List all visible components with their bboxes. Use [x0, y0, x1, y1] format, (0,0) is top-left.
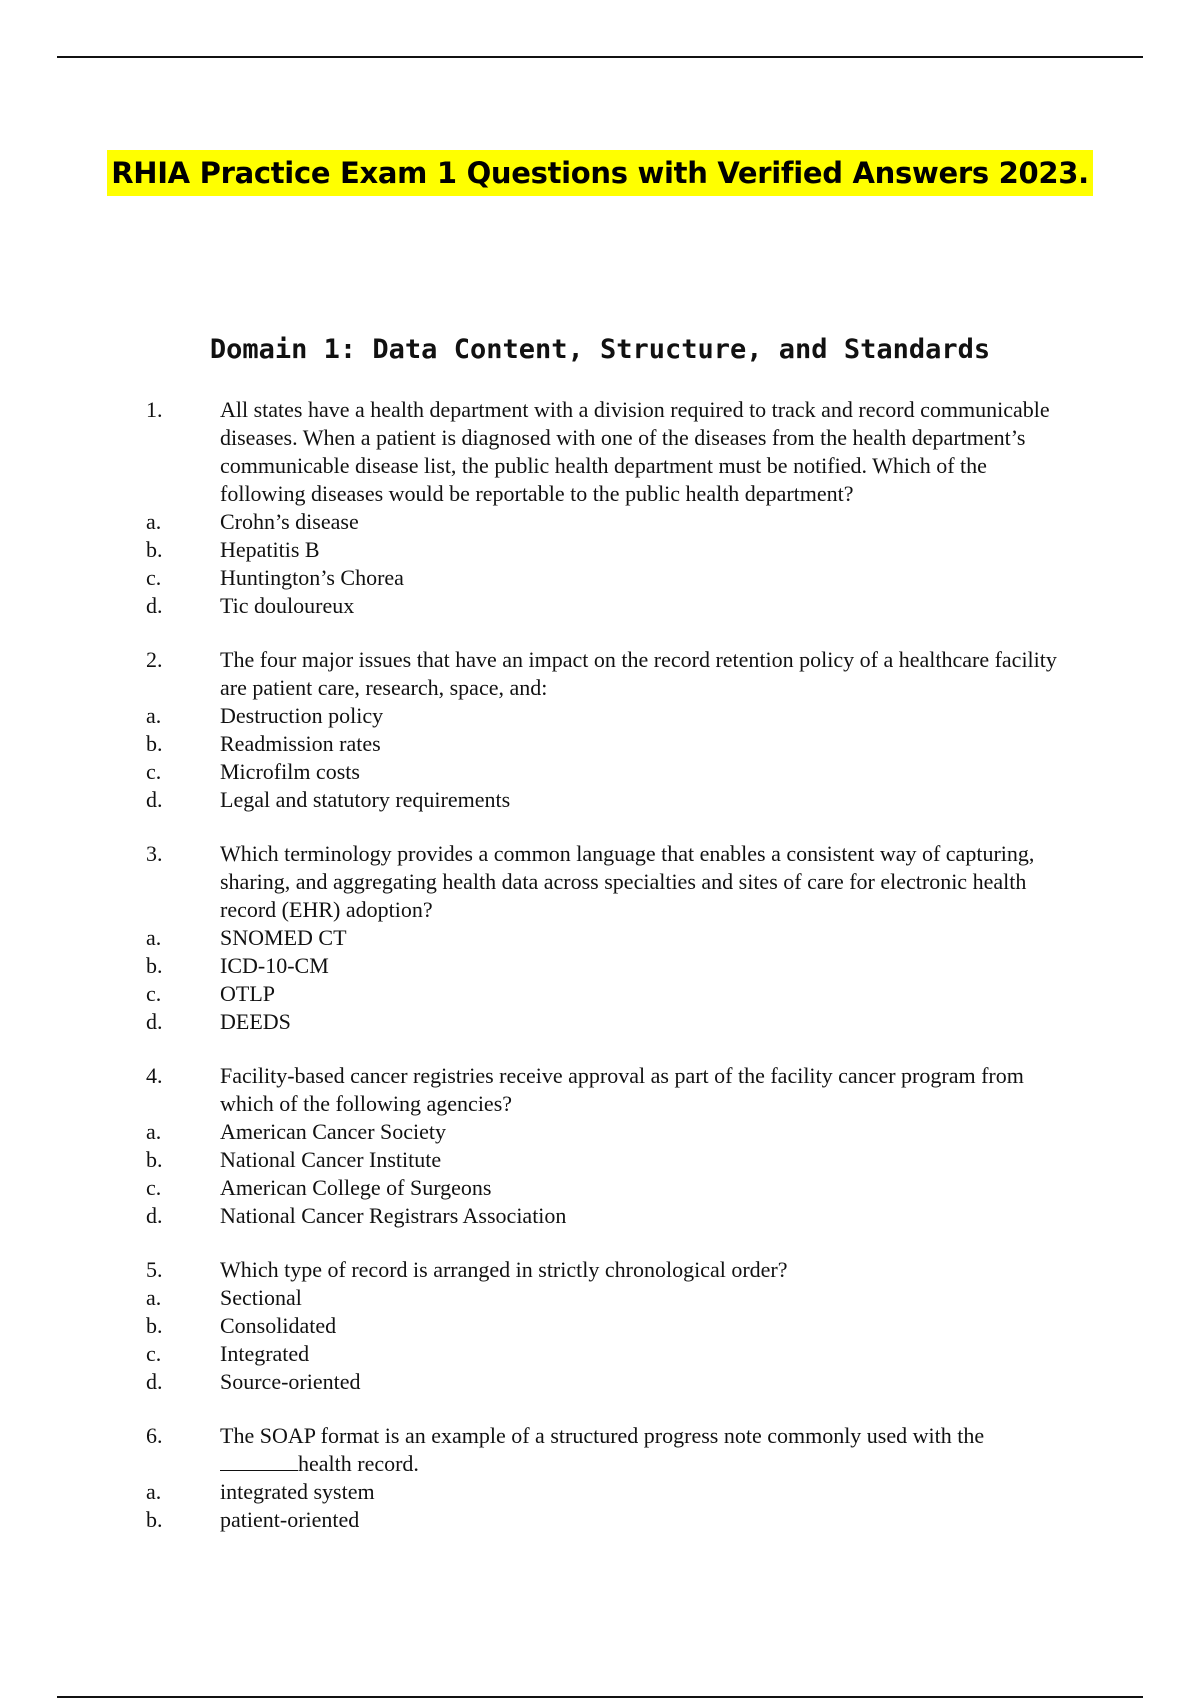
- option-letter: a.: [146, 1119, 162, 1144]
- answer-option: [0, 924, 1200, 952]
- question-text-part: health record.: [298, 1451, 419, 1476]
- answer-option: [0, 1340, 1200, 1368]
- option-text: Sectional: [220, 1285, 302, 1310]
- question-stem: [0, 1062, 1200, 1118]
- option-text: National Cancer Registrars Association: [220, 1203, 567, 1228]
- answer-option: [0, 980, 1200, 1008]
- answer-option: [0, 1174, 1200, 1202]
- question-list: [0, 396, 1200, 1560]
- question-3: [0, 840, 1200, 1036]
- answer-option: [0, 536, 1200, 564]
- option-letter: d.: [146, 787, 163, 812]
- answer-option: [0, 1368, 1200, 1396]
- question-number: 3.: [146, 841, 163, 866]
- answer-option: [0, 1284, 1200, 1312]
- option-letter: b.: [146, 1507, 163, 1532]
- option-text: SNOMED CT: [220, 925, 347, 950]
- question-5: [0, 1256, 1200, 1396]
- option-text: ICD-10-CM: [220, 953, 329, 978]
- answer-option: [0, 592, 1200, 620]
- option-text: American Cancer Society: [220, 1119, 447, 1144]
- option-text: integrated system: [220, 1479, 375, 1504]
- option-text: Hepatitis B: [220, 537, 320, 562]
- question-stem: [0, 1256, 1200, 1284]
- option-letter: b.: [146, 1313, 163, 1338]
- option-letter: b.: [146, 1147, 163, 1172]
- document-title: RHIA Practice Exam 1 Questions with Verified Answers 2023.: [107, 150, 1093, 196]
- question-number: 6.: [146, 1423, 163, 1448]
- option-text: OTLP: [220, 981, 275, 1006]
- answer-option: [0, 564, 1200, 592]
- option-text: Source-oriented: [220, 1369, 361, 1394]
- answer-option: [0, 1118, 1200, 1146]
- question-2: [0, 646, 1200, 814]
- option-text: Consolidated: [220, 1313, 337, 1338]
- question-text: All states have a health department with a division required to track and record communicable diseases. When a patient is diagnosed with one of the diseases from the health department’s communicable disease list, the public health department must be notified. Which of the following diseases would be reportable to the public health department?: [220, 397, 1050, 506]
- question-number: 2.: [146, 647, 163, 672]
- answer-option: [0, 952, 1200, 980]
- question-stem: [0, 840, 1200, 924]
- option-letter: a.: [146, 703, 162, 728]
- bottom-rule: [57, 1696, 1143, 1698]
- option-text: Readmission rates: [220, 731, 381, 756]
- answer-option: [0, 1478, 1200, 1506]
- option-letter: c.: [146, 565, 162, 590]
- question-text-part: The SOAP format is an example of a structured progress note commonly used with the: [220, 1423, 985, 1448]
- answer-option: [0, 1312, 1200, 1340]
- answer-option: [0, 730, 1200, 758]
- answer-option: [0, 1202, 1200, 1230]
- option-letter: a.: [146, 925, 162, 950]
- question-number: 5.: [146, 1257, 163, 1282]
- option-letter: b.: [146, 731, 163, 756]
- option-letter: c.: [146, 1175, 162, 1200]
- answer-option: [0, 702, 1200, 730]
- option-text: American College of Surgeons: [220, 1175, 492, 1200]
- option-letter: a.: [146, 1285, 162, 1310]
- option-letter: d.: [146, 1369, 163, 1394]
- title-container: [0, 150, 1200, 196]
- question-stem: [0, 646, 1200, 702]
- question-number: 4.: [146, 1063, 163, 1088]
- option-letter: c.: [146, 759, 162, 784]
- question-stem: [0, 1422, 1200, 1478]
- option-text: Crohn’s disease: [220, 509, 359, 534]
- option-letter: d.: [146, 1009, 163, 1034]
- question-text: Which type of record is arranged in strictly chronological order?: [220, 1257, 788, 1282]
- option-text: DEEDS: [220, 1009, 291, 1034]
- answer-option: [0, 1146, 1200, 1174]
- option-text: Microfilm costs: [220, 759, 360, 784]
- question-text: The four major issues that have an impact on the record retention policy of a healthcare facility are patient care, research, space, and:: [220, 647, 1057, 700]
- question-text: Which terminology provides a common language that enables a consistent way of capturing, sharing, and aggregating health data across specialties and sites of care for electronic health record (EHR) adoption?: [220, 841, 1035, 922]
- option-letter: a.: [146, 509, 162, 534]
- answer-option: [0, 786, 1200, 814]
- option-text: Integrated: [220, 1341, 310, 1366]
- domain-heading: Domain 1: Data Content, Structure, and Standards: [209, 334, 991, 365]
- option-text: National Cancer Institute: [220, 1147, 442, 1172]
- question-number: 1.: [146, 397, 163, 422]
- option-text: patient-oriented: [220, 1507, 360, 1532]
- fill-in-blank: [220, 1450, 298, 1471]
- question-1: [0, 396, 1200, 620]
- answer-option: [0, 1506, 1200, 1534]
- option-letter: b.: [146, 953, 163, 978]
- question-4: [0, 1062, 1200, 1230]
- answer-option: [0, 508, 1200, 536]
- question-6: [0, 1422, 1200, 1534]
- option-letter: b.: [146, 537, 163, 562]
- option-text: Legal and statutory requirements: [220, 787, 511, 812]
- option-letter: c.: [146, 1341, 162, 1366]
- option-text: Huntington’s Chorea: [220, 565, 404, 590]
- top-rule: [57, 56, 1143, 58]
- option-letter: d.: [146, 593, 163, 618]
- option-letter: d.: [146, 1203, 163, 1228]
- question-text: [220, 1422, 1070, 1478]
- option-text: Destruction policy: [220, 703, 384, 728]
- option-letter: c.: [146, 981, 162, 1006]
- answer-option: [0, 758, 1200, 786]
- question-stem: [0, 396, 1200, 508]
- option-text: Tic douloureux: [220, 593, 355, 618]
- answer-option: [0, 1008, 1200, 1036]
- option-letter: a.: [146, 1479, 162, 1504]
- question-text: Facility-based cancer registries receive approval as part of the facility cancer program from which of the following agencies?: [220, 1063, 1024, 1116]
